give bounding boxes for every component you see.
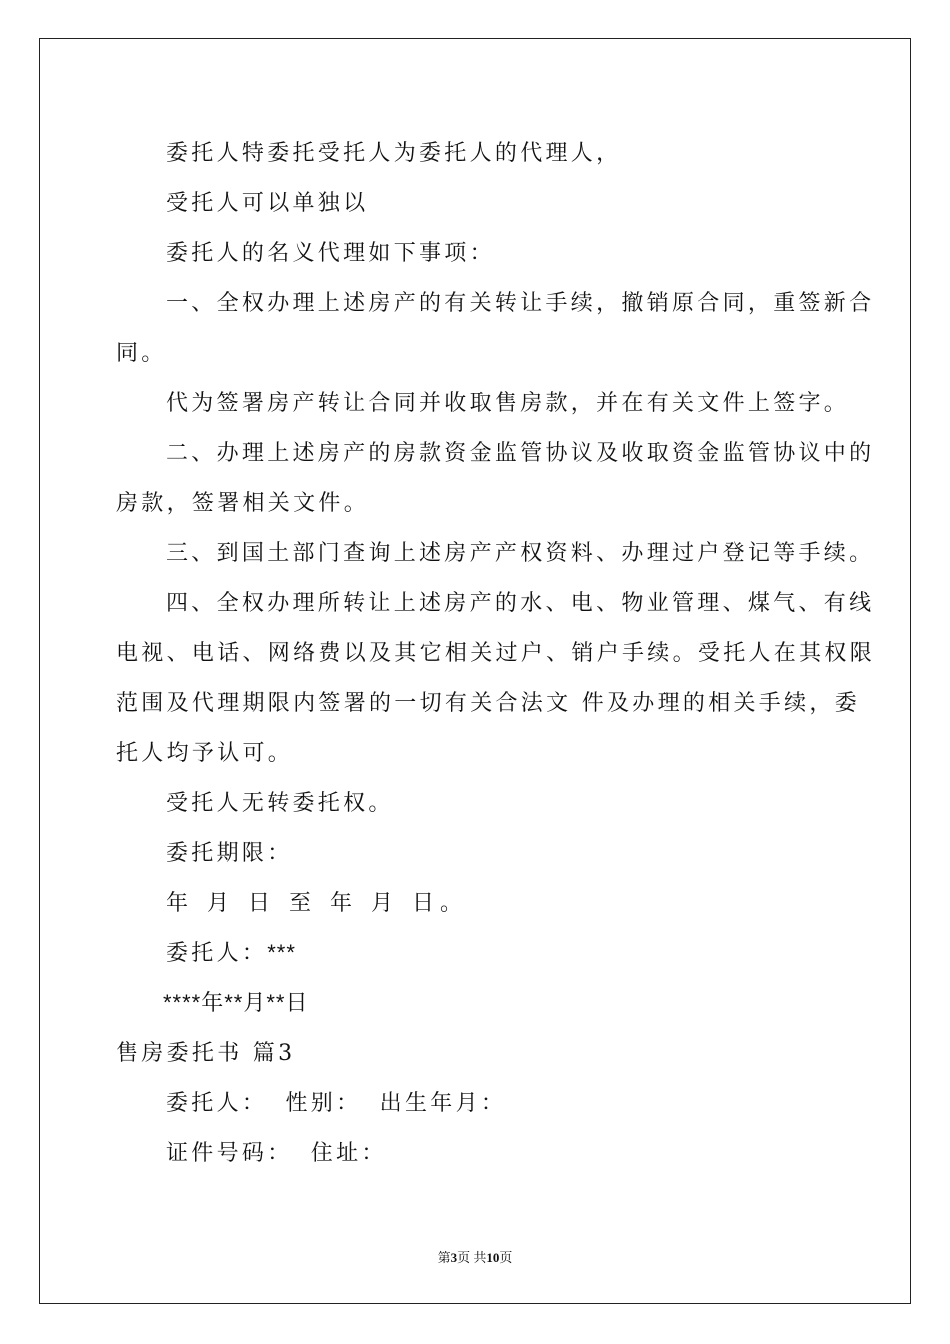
body-line: 房款，签署相关文件。 — [116, 491, 370, 516]
body-line: 一、全权办理上述房产的有关转让手续，撤销原合同，重签新合 — [166, 291, 875, 316]
body-line: 委托期限： — [166, 841, 293, 866]
page-number: 3 — [450, 1250, 458, 1265]
section-heading: 售房委托书 篇3 — [116, 1041, 296, 1066]
body-line: 委托人： 性别： 出生年月： — [166, 1091, 507, 1116]
body-line: 委托人特委托受托人为委托人的代理人， — [166, 141, 622, 166]
body-line: 托人均予认可。 — [116, 741, 294, 766]
signature-date: ****年**月**日 — [163, 990, 309, 1015]
body-line: 受托人可以单独以 — [166, 191, 369, 216]
body-line: 范围及代理期限内签署的一切有关合法文 件及办理的相关手续，委 — [116, 691, 860, 716]
body-line: 委托人的名义代理如下事项： — [166, 241, 495, 266]
body-line: 电视、电话、网络费以及其它相关过户、销户手续。受托人在其权限 — [116, 641, 876, 666]
body-line: 受托人无转委托权。 — [166, 791, 394, 816]
principal-value: *** — [267, 940, 296, 965]
page-footer: 第3页 共10页 — [437, 1250, 513, 1265]
body-line: 同。 — [116, 341, 167, 366]
body-line: 三、到国土部门查询上述房产产权资料、办理过户登记等手续。 — [166, 541, 875, 566]
page-total: 10 — [486, 1250, 500, 1265]
body-line: 证件号码： 住址： — [166, 1141, 387, 1166]
principal-label: 委托人： — [166, 941, 268, 966]
date-range-line: 年 月 日 至 年 月 日。 — [166, 891, 468, 916]
body-line: 代为签署房产转让合同并收取售房款，并在有关文件上签字。 — [166, 391, 850, 416]
body-line: 四、全权办理所转让上述房产的水、电、物业管理、煤气、有线 — [166, 591, 875, 616]
principal-signature-line — [166, 936, 296, 967]
body-line: 二、办理上述房产的房款资金监管协议及收取资金监管协议中的 — [166, 441, 875, 466]
